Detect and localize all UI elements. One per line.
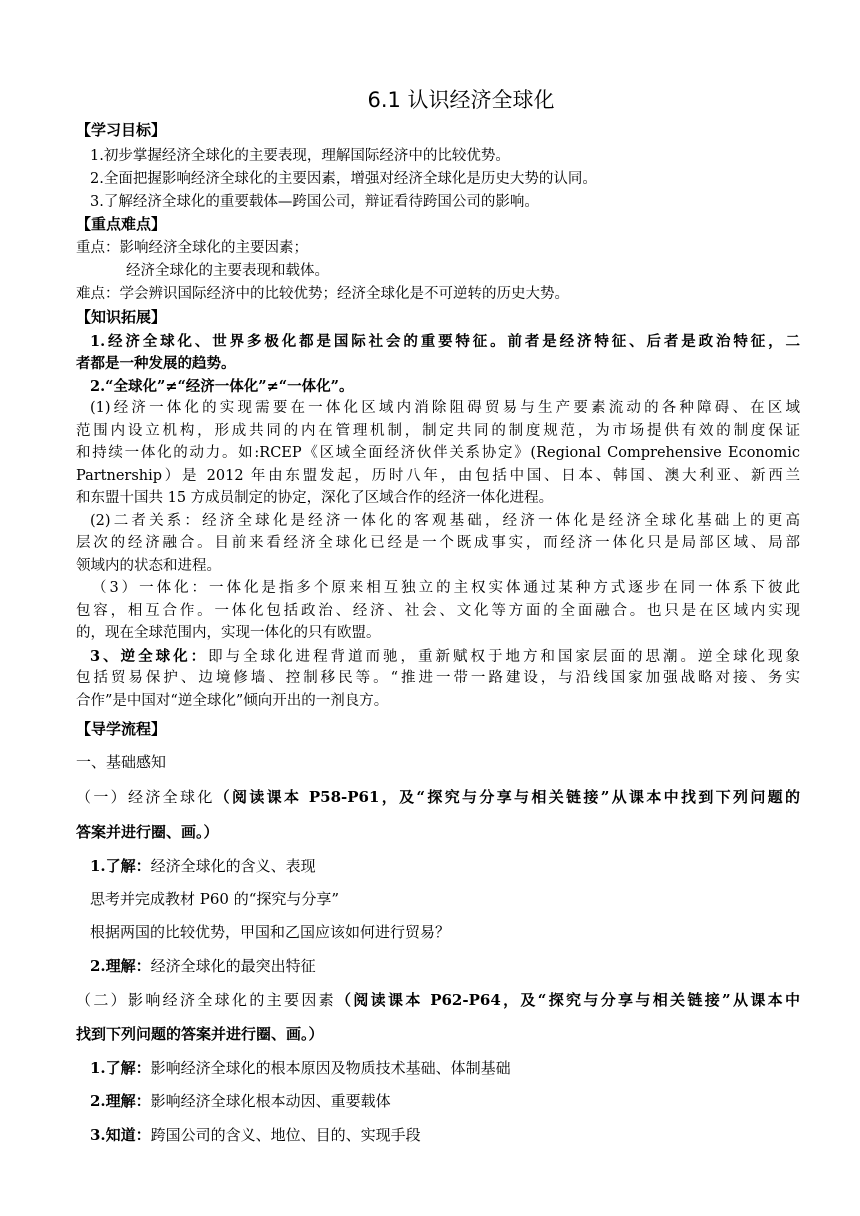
key-heading: 【重点难点】 [76,215,167,233]
difficulty-line: 难点：学会辨识国际经济中的比较优势；经济全球化是不可逆转的历史大势。 [76,286,569,302]
expand-heading: 【知识拓展】 [76,308,167,326]
question-3-label: 1.了解： [90,1059,151,1077]
question-4-label: 2.理解： [90,1092,151,1110]
goals-heading: 【学习目标】 [76,121,167,139]
anti-globalization-text: 即与全球化进程背道而驰，重新赋权于地方和国家层面的思潮。逆全球化现象 [208,649,800,665]
question-1-sub-2: 根据两国的比较优势，甲国和乙国应该如何进行贸易？ [90,923,451,941]
expand-p1-line-1: 1.经济全球化、世界多极化都是国际社会的重要特征。前者是经济特征、后者是政治特征，二 [90,333,800,350]
expand-p4-line-1: (2)二者关系：经济全球化是经济一体化的客观基础，经济一体化是经济全球化基础上的更高 [90,513,800,529]
question-3 [90,1058,814,1079]
key-point-line-2: 经济全球化的主要表现和载体。 [126,263,329,279]
expand-p3-line-4: Partnership）是 2012 年由东盟发起，历时八年，由包括中国、日本、韩国、澳大利亚、新西兰 [76,468,800,484]
page-title: 6.1 认识经济全球化 [367,88,555,112]
expand-p3-line-1: (1)经济一体化的实现需要在一体化区域内消除阻碍贸易与生产要素流动的各种障碍、在区域 [90,400,800,416]
expand-p2: 2.“全球化”≠“经济一体化”≠“一体化”。 [90,378,354,395]
section-1-title: （一）经济全球化 [76,788,215,806]
expand-p6-line-2: 包括贸易保护、边境修墙、控制移民等。“推进一带一路建设，与沿线国家加强战略对接、务实 [76,670,800,686]
expand-p3-line-2: 范围内设立机构，形成共同的内在管理机制，制定共同的制度规范，为市场提供有效的制度保证 [76,423,800,439]
question-3-text: 影响经济全球化的根本原因及物质技术基础、体制基础 [150,1059,511,1077]
key-point-line-1: 重点：影响经济全球化的主要因素； [76,240,308,256]
expand-p5-line-1: （3）一体化：一体化是指多个原来相互独立的主权实体通过某种方式逐步在同一体系下彼此 [92,580,800,596]
expand-p3-line-5: 和东盟十国共 15 方成员制定的协定，深化了区域合作的经济一体化进程。 [76,490,554,506]
basic-perception-heading: 一、基础感知 [76,753,167,771]
expand-p4-line-3: 领域内的状态和进程。 [76,558,221,574]
anti-globalization-label: 3、逆全球化： [90,648,209,665]
question-2-label: 2.理解： [90,957,151,975]
section-2-line-2: 找到下列问题的答案并进行圈、画。） [76,1025,324,1043]
expand-p5-line-3: 的，现在全球范围内，实现一体化的只有欧盟。 [76,625,381,641]
question-5-text: 跨国公司的含义、地位、目的、实现手段 [150,1126,421,1144]
question-1-sub-1: 思考并完成教材 P60 的“探究与分享” [90,890,340,908]
goal-item-1: 1.初步掌握经济全球化的主要表现，理解国际经济中的比较优势。 [90,148,510,164]
section-2-instruction: （阅读课本 P62-P64，及“探究与分享与相关链接”从课本中 [336,991,800,1009]
goal-item-2: 2.全面把握影响经济全球化的主要因素，增强对经济全球化是历史大势的认同。 [90,171,597,187]
section-2-line-1 [76,990,800,1011]
question-2-text: 经济全球化的最突出特征 [150,957,316,975]
flow-heading: 【导学流程】 [76,720,167,738]
question-4-text: 影响经济全球化根本动因、重要载体 [150,1092,391,1110]
section-1-line-1 [76,787,800,808]
question-5 [90,1125,814,1146]
goal-item-3: 3.了解经济全球化的重要载体—跨国公司，辩证看待跨国公司的影响。 [90,194,539,210]
expand-p4-line-2: 层次的经济融合。目前来看经济全球化已经是一个既成事实，而经济一体化只是局部区域、局部 [76,535,800,551]
expand-p5-line-2: 包容，相互合作。一体化包括政治、经济、社会、文化等方面的全面融合。也只是在区域内实现 [76,603,800,619]
question-2 [90,956,814,977]
section-1-instruction: （阅读课本 P58-P61，及“探究与分享与相关链接”从课本中找到下列问题的 [214,788,800,806]
expand-p3-line-3: 和持续一体化的动力。如:RCEP《区域全面经济伙伴关系协定》(Regional Comprehensive Economic [76,445,800,461]
expand-p1-line-2: 者都是一种发展的趋势。 [76,355,236,372]
expand-p6-line-1 [90,646,800,668]
expand-p6-line-3: 合作”是中国对“逆全球化”倾向开出的一剂良方。 [76,693,389,709]
question-1-label: 1.了解： [90,857,151,875]
question-1 [90,856,814,877]
question-4 [90,1091,814,1112]
section-1-line-2: 答案并进行圈、画。） [76,823,219,841]
section-2-title: （二）影响经济全球化的主要因素 [76,991,336,1009]
question-5-label: 3.知道： [90,1126,151,1144]
question-1-text: 经济全球化的含义、表现 [150,857,316,875]
